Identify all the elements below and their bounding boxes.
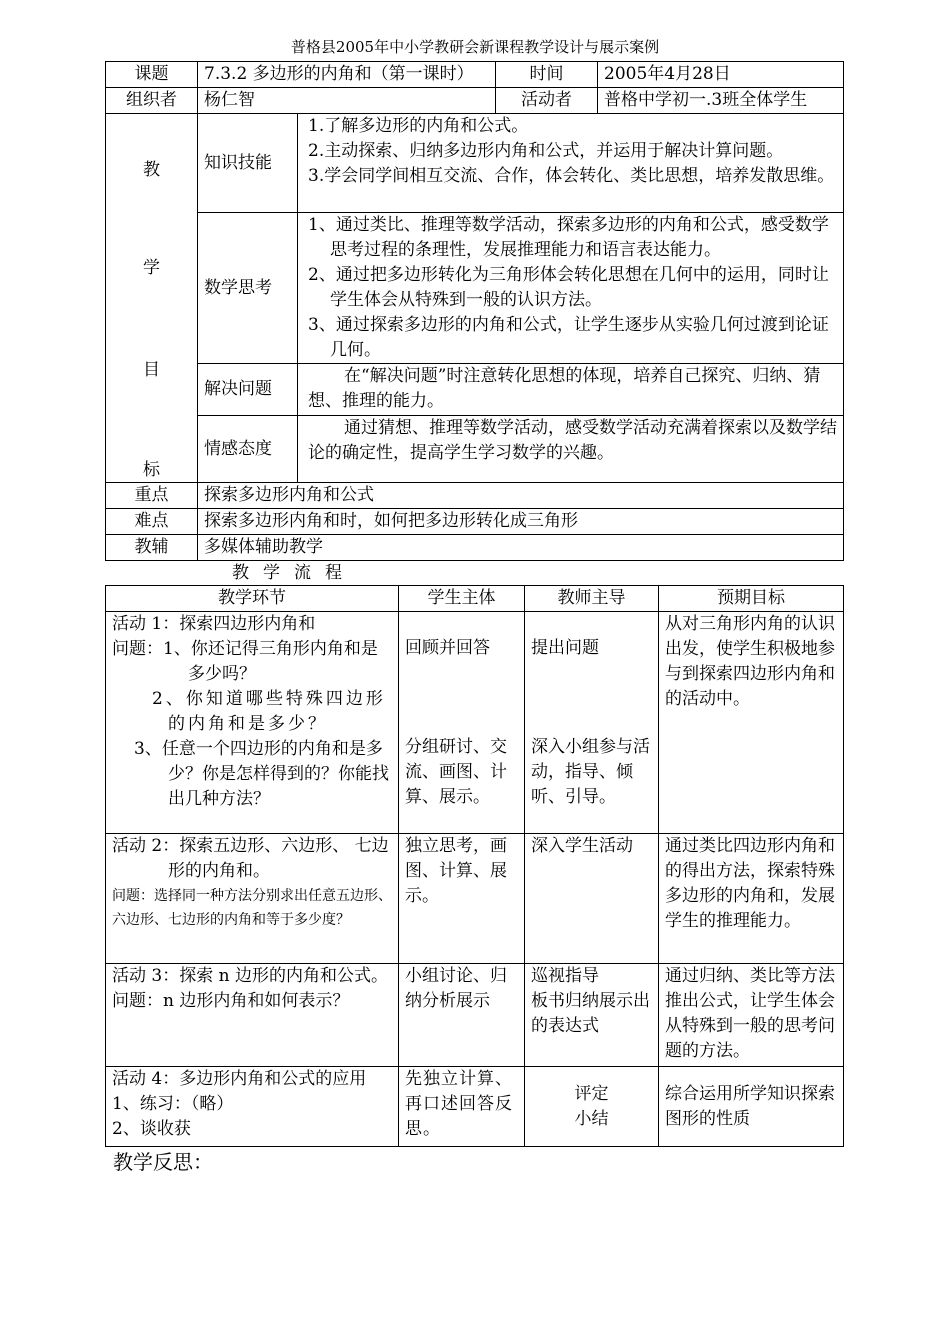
activity-item: 1、练习：（略） — [112, 1094, 234, 1114]
flow-header: 教学环节 — [106, 586, 399, 612]
activity-4-student: 先独立计算、再口述回答反思。 — [399, 1067, 525, 1147]
difficulty-label: 难点 — [106, 509, 198, 535]
goal-line: 2、通过把多边形转化为三角形体会转化思想在几何中的运用，同时让学生体会从特殊到一般的认识方法。 — [308, 265, 829, 310]
document-header: 普格县2005年中小学教研会新课程教学设计与展示案例 — [290, 38, 660, 56]
goal-category: 知识技能 — [198, 114, 298, 213]
time-value: 2005年4月28日 — [598, 62, 844, 88]
teaching-flow-table — [105, 585, 844, 1147]
lesson-info-table — [105, 61, 844, 561]
key-point-value: 探索多边形内角和公式 — [198, 483, 844, 509]
activity-2-goal: 通过类比四边形内角和的得出方法，探索特殊多边形的内角和，发展学生的推理能力。 — [659, 834, 844, 964]
goal-line: 2.主动探索、归纳多边形内角和公式，并运用于解决计算问题。 — [308, 141, 784, 161]
topic-value: 7.3.2 多边形的内角和（第一课时） — [198, 62, 496, 88]
activity-2-teacher: 深入学生活动 — [525, 834, 659, 964]
activity-title: 活动 4：多边形内角和公式的应用 — [112, 1069, 367, 1089]
flow-header: 教师主导 — [525, 586, 659, 612]
activity-title: 活动 1：探索四边形内角和 — [112, 614, 316, 634]
activity-3-cell — [106, 964, 399, 1067]
goal-line: 1、通过类比、推理等数学活动，探索多边形的内角和公式，感受数学思考过程的条理性，发展推理能力和语言表达能力。 — [308, 215, 829, 260]
goal-content: 在“解决问题”时注意转化思想的体现，培养自己探究、归纳、猜想、推理的能力。 — [298, 364, 844, 416]
teacher-action: 评定 — [574, 1083, 609, 1104]
activity-3-student: 小组讨论、归纳分析展示 — [399, 964, 525, 1067]
activity-question: 问题：选择同一种方法分别求出任意五边形、六边形、七边形的内角和等于多少度？ — [112, 888, 392, 928]
topic-label: 课题 — [106, 62, 198, 88]
activity-4-teacher — [525, 1067, 659, 1147]
difficulty-value: 探索多边形内角和时，如何把多边形转化成三角形 — [198, 509, 844, 535]
activity-2-student: 独立思考，画图、计算、展示。 — [399, 834, 525, 964]
goals-label-char: 目 — [143, 360, 160, 380]
student-action: 回顾并回答 — [405, 638, 490, 658]
goal-line: 1.了解多边形的内角和公式。 — [308, 116, 529, 136]
aids-label: 教辅 — [106, 535, 198, 561]
teacher-action: 巡视指导 — [531, 966, 599, 986]
goal-content — [298, 114, 844, 213]
goals-label-char: 教 — [143, 160, 160, 180]
activity-question: 3、任意一个四边形的内角和是多少？你是怎样得到的？你能找出几种方法？ — [134, 739, 389, 809]
goal-content — [298, 213, 844, 364]
teacher-action: 小结 — [574, 1108, 609, 1129]
reflection-label: 教学反思： — [113, 1150, 213, 1174]
goal-line: 3.学会同学间相互交流、合作，体会转化、类比思想，培养发散思维。 — [308, 166, 835, 186]
activity-1-goal: 从对三角形内角的认识出发，使学生积极地参与到探索四边形内角和的活动中。 — [659, 612, 844, 834]
activity-3-teacher — [525, 964, 659, 1067]
activity-1-student — [399, 612, 525, 834]
flow-header: 预期目标 — [659, 586, 844, 612]
goal-line: 3、通过探索多边形的内角和公式，让学生逐步从实验几何过渡到论证几何。 — [308, 315, 829, 360]
organizer-label: 组织者 — [106, 88, 198, 114]
activity-4-goal: 综合运用所学知识探索图形的性质 — [659, 1067, 844, 1147]
activity-1-cell — [106, 612, 399, 834]
participants-value: 普格中学初一.3班全体学生 — [598, 88, 844, 114]
activity-item: 2、谈收获 — [112, 1119, 191, 1139]
goals-label-char: 标 — [143, 460, 160, 480]
teacher-action: 提出问题 — [531, 638, 599, 658]
activity-question: 问题：n 边形内角和如何表示？ — [112, 991, 350, 1011]
teacher-action: 板书归纳展示出的表达式 — [531, 991, 650, 1036]
goal-category: 解决问题 — [198, 364, 298, 416]
organizer-value: 杨仁智 — [198, 88, 496, 114]
activity-question: 2、你知道哪些特殊四边形的内角和是多少？ — [152, 689, 386, 734]
teacher-action: 深入小组参与活动，指导、倾听、引导。 — [531, 737, 650, 807]
goal-category: 数学思考 — [198, 213, 298, 364]
time-label: 时间 — [496, 62, 598, 88]
goal-category: 情感态度 — [198, 416, 298, 483]
activity-1-teacher — [525, 612, 659, 834]
activity-title: 活动 2：探索五边形、六边形、 七边形的内角和。 — [112, 836, 389, 881]
activity-title: 活动 3：探索 n 边形的内角和公式。 — [112, 966, 388, 986]
aids-value: 多媒体辅助教学 — [198, 535, 844, 561]
key-point-label: 重点 — [106, 483, 198, 509]
flow-header: 学生主体 — [399, 586, 525, 612]
activity-3-goal: 通过归纳、类比等方法推出公式，让学生体会从特殊到一般的思考问题的方法。 — [659, 964, 844, 1067]
student-action: 分组研讨、交流、画图、计算、展示。 — [405, 737, 507, 807]
activity-4-cell — [106, 1067, 399, 1147]
activity-2-cell — [106, 834, 399, 964]
participants-label: 活动者 — [496, 88, 598, 114]
goals-label-char: 学 — [143, 258, 160, 278]
goals-label — [106, 114, 198, 483]
flow-title: 教学流程 — [232, 563, 356, 583]
goal-content: 通过猜想、推理等数学活动，感受数学活动充满着探索以及数学结论的确定性，提高学生学习数学的兴趣。 — [298, 416, 844, 483]
activity-question: 问题：1、你还记得三角形内角和是多少吗？ — [112, 639, 378, 684]
